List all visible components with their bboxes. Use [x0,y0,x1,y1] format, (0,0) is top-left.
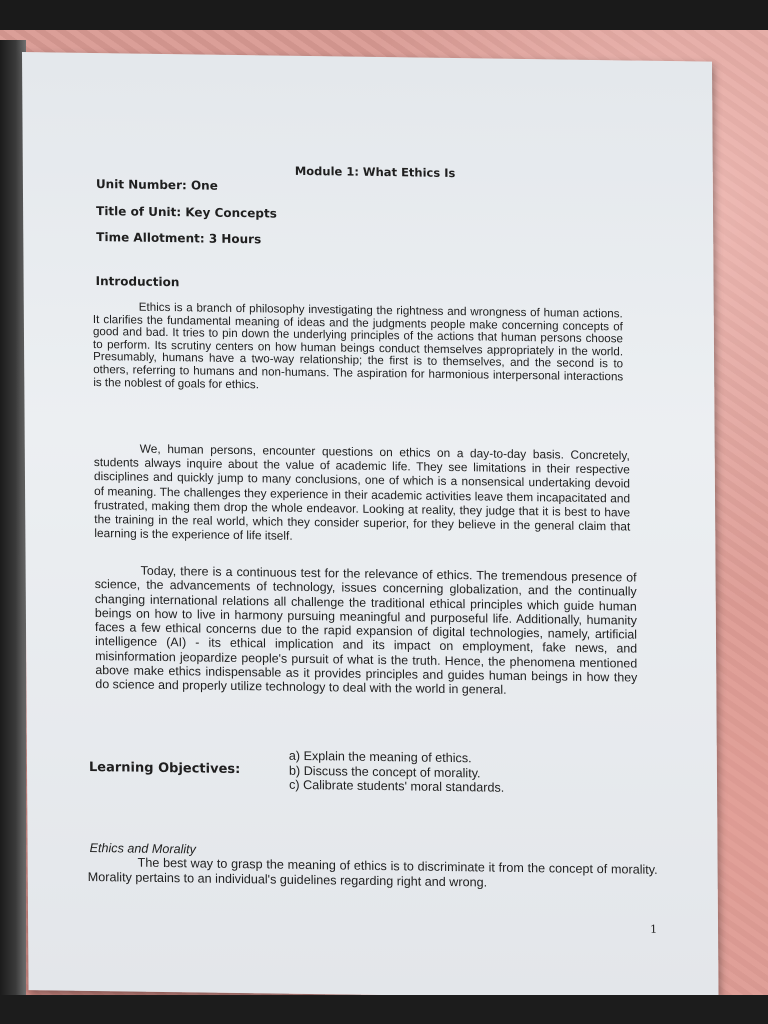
time-allotment: Time Allotment: 3 Hours [96,230,262,247]
ethics-and-morality-heading: Ethics and Morality [89,840,196,857]
unit-number: Unit Number: One [95,177,218,193]
page-number: 1 [650,922,658,936]
intro-paragraph-1: Ethics is a branch of philosophy investigating the rightness and wrongness of human actions. It clarifies the fundamental meaning of ideas and the judgments people make concerning concepts of good and bad. It tries to pin down the underlying principles of the actions that human persons choose to perform. Its scrutiny centers on how human beings conduct themselves appropriately in the world. Presumably, humans have a two-way relationship; the first is to themselves, and the second is to others, referring to humans and non-humans. The aspiration for harmonious interpersonal interactions is the noblest of goals for ethics. [92,300,624,391]
learning-objective-b: b) Discuss the concept of morality. [288,763,481,780]
ethics-and-morality-paragraph: The best way to grasp the meaning of ethics is to discriminate it from the concept of morality. Morality pertains to an individual's guidelines regarding right and wrong. [87,855,658,890]
learning-objectives-list [289,749,505,796]
learning-objective-c: c) Calibrate students' moral standards. [289,777,505,795]
intro-paragraph-3: Today, there is a continuous test for the relevance of ethics. The tremendous presence of science, the advancements of technology, issues concerning globalization, and the continually changing international relations all challenge the traditional ethical principles which guide human beings on how to live in harmony pursuing meaningful and purposeful life. Additionally, humanity faces a few ethical concerns due to the rapid expansion of digital technologies, namely, artificial intelligence (AI) - its ethical implication and its impact on employment, fake news, and misinformation jeopardize people's pursuit of what is the truth. Hence, the phenomena mentioned above make ethics indispensable as it provides principles and guides human beings in how they do science and properly utilize technology to deal with the world in general. [94,563,638,698]
intro-paragraph-2: We, human persons, encounter questions on ethics on a day-to-day basis. Concretely, students always inquire about the value of academic life. They see limitations in their respective disciplines and quickly jump to many conclusions, one of which is a nonsensical undertaking devoid of meaning. The challenges they experience in their academic activities leave them incapacitated and frustrated, making them drop the whole endeavor. Looking at reality, they judge that it is best to have the training in the real world, which they consider superior, for they believe in the general claim that learning is the experience of life itself. [93,441,631,544]
unit-title: Title of Unit: Key Concepts [96,204,277,221]
introduction-heading: Introduction [95,274,180,290]
printed-page [22,52,719,1000]
page-content [22,52,719,1000]
dark-background-bottom [0,995,768,1024]
dark-background-top [0,0,768,30]
learning-objectives-heading: Learning Objectives: [88,759,241,778]
module-title: Module 1: What Ethics Is [294,163,456,181]
learning-objective-a: a) Explain the meaning of ethics. [288,748,472,766]
